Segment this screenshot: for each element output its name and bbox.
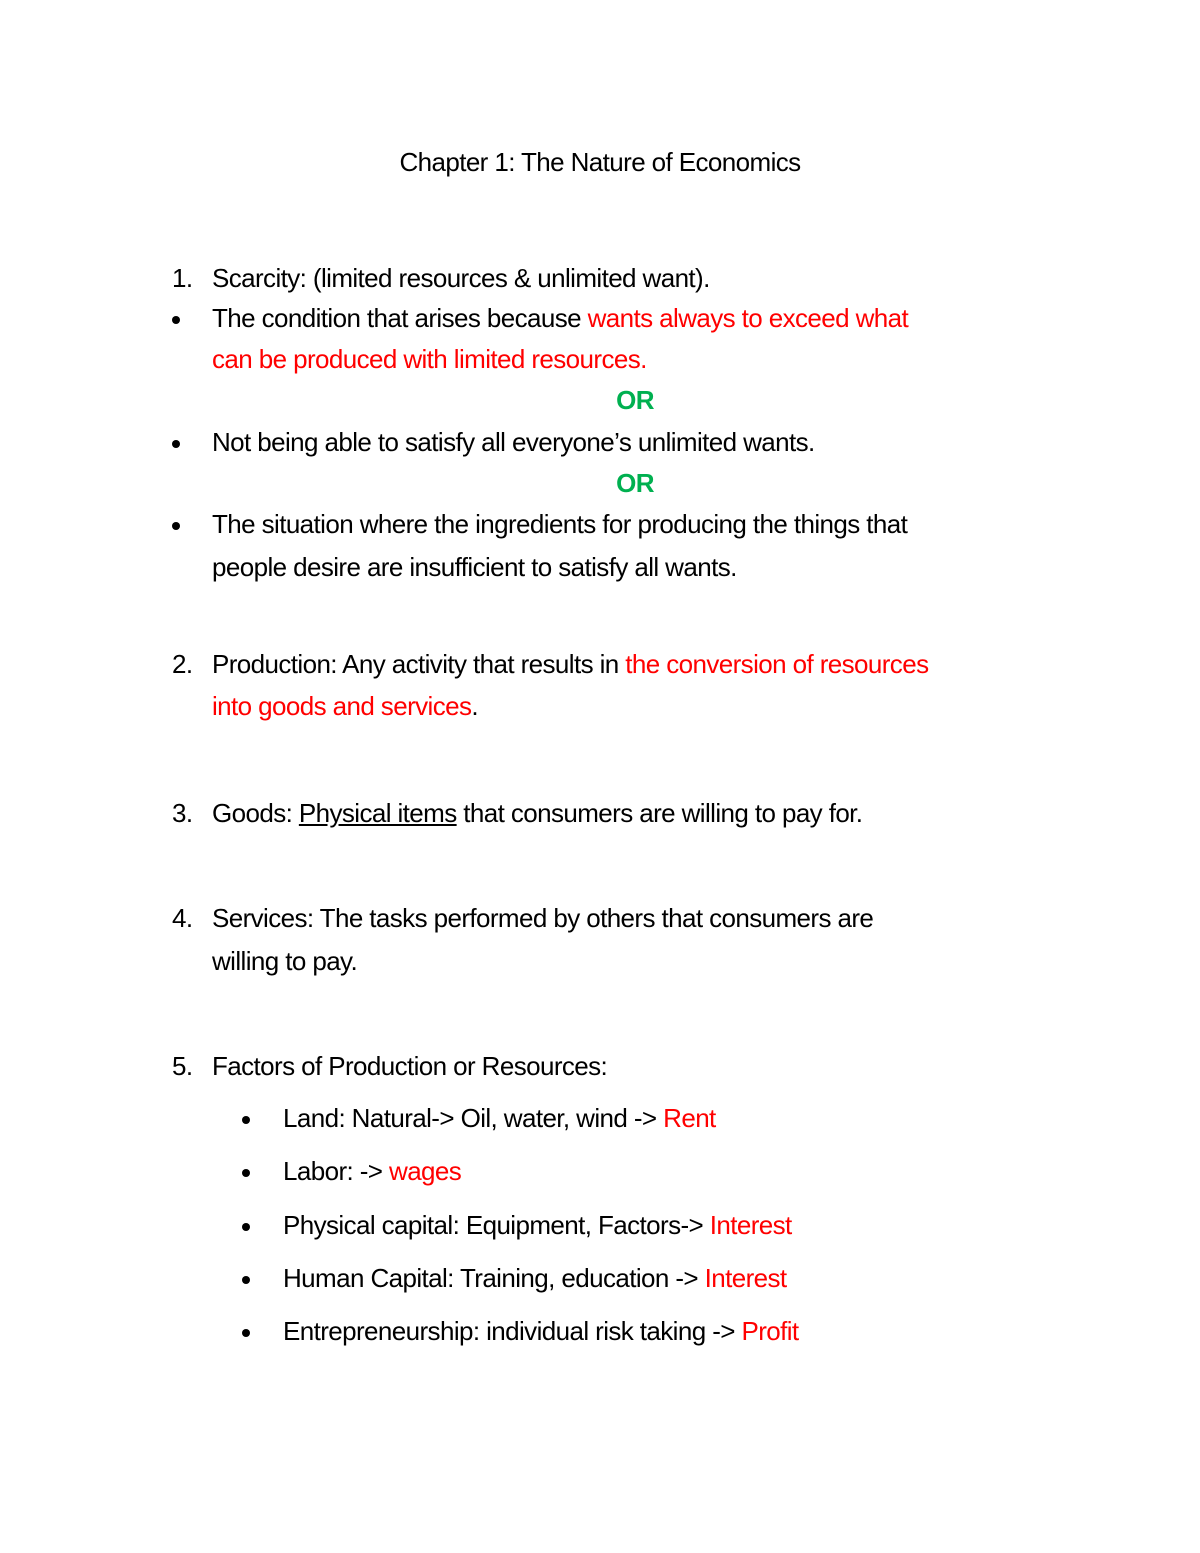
bullet-icon xyxy=(242,1104,250,1136)
bullet-icon xyxy=(242,1317,250,1349)
factor-physical-capital: Physical capital: Equipment, Factors-> Interest xyxy=(283,1210,792,1240)
or-separator: OR xyxy=(616,385,654,415)
production-definition-line-2: into goods and services. xyxy=(212,691,478,721)
section-2-number: 2. xyxy=(172,649,193,679)
scarcity-definition-2: Not being able to satisfy all everyone’s unlimited wants. xyxy=(212,427,815,457)
factor-entrepreneurship: Entrepreneurship: individual risk taking -> Profit xyxy=(283,1316,799,1346)
bullet-icon xyxy=(242,1264,250,1296)
section-4-number: 4. xyxy=(172,903,193,933)
scarcity-definition-3-line-2: people desire are insufficient to satisfy all wants. xyxy=(212,552,737,582)
goods-definition: Goods: Physical items that consumers are willing to pay for. xyxy=(212,798,863,828)
or-separator: OR xyxy=(616,468,654,498)
factor-labor: Labor: -> wages xyxy=(283,1156,462,1186)
bullet-icon xyxy=(172,304,180,336)
scarcity-definition-1-line-2: can be produced with limited resources. xyxy=(212,344,647,374)
bullet-icon xyxy=(242,1157,250,1189)
production-definition-line-1: Production: Any activity that results in the conversion of resources xyxy=(212,649,929,679)
section-1-heading: Scarcity: (limited resources & unlimited want). xyxy=(212,263,710,293)
factors-heading: Factors of Production or Resources: xyxy=(212,1051,608,1081)
page-title: Chapter 1: The Nature of Economics xyxy=(399,147,801,177)
section-5-number: 5. xyxy=(172,1051,193,1081)
section-1-number: 1. xyxy=(172,263,193,293)
bullet-icon xyxy=(172,510,180,542)
services-definition-line-1: Services: The tasks performed by others that consumers are xyxy=(212,903,874,933)
factor-human-capital: Human Capital: Training, education -> Interest xyxy=(283,1263,787,1293)
bullet-icon xyxy=(242,1211,250,1243)
section-3-number: 3. xyxy=(172,798,193,828)
scarcity-definition-3-line-1: The situation where the ingredients for producing the things that xyxy=(212,509,908,539)
services-definition-line-2: willing to pay. xyxy=(212,946,358,976)
bullet-icon xyxy=(172,428,180,460)
scarcity-definition-1-line-1: The condition that arises because wants always to exceed what xyxy=(212,303,909,333)
factor-land: Land: Natural-> Oil, water, wind -> Rent xyxy=(283,1103,716,1133)
